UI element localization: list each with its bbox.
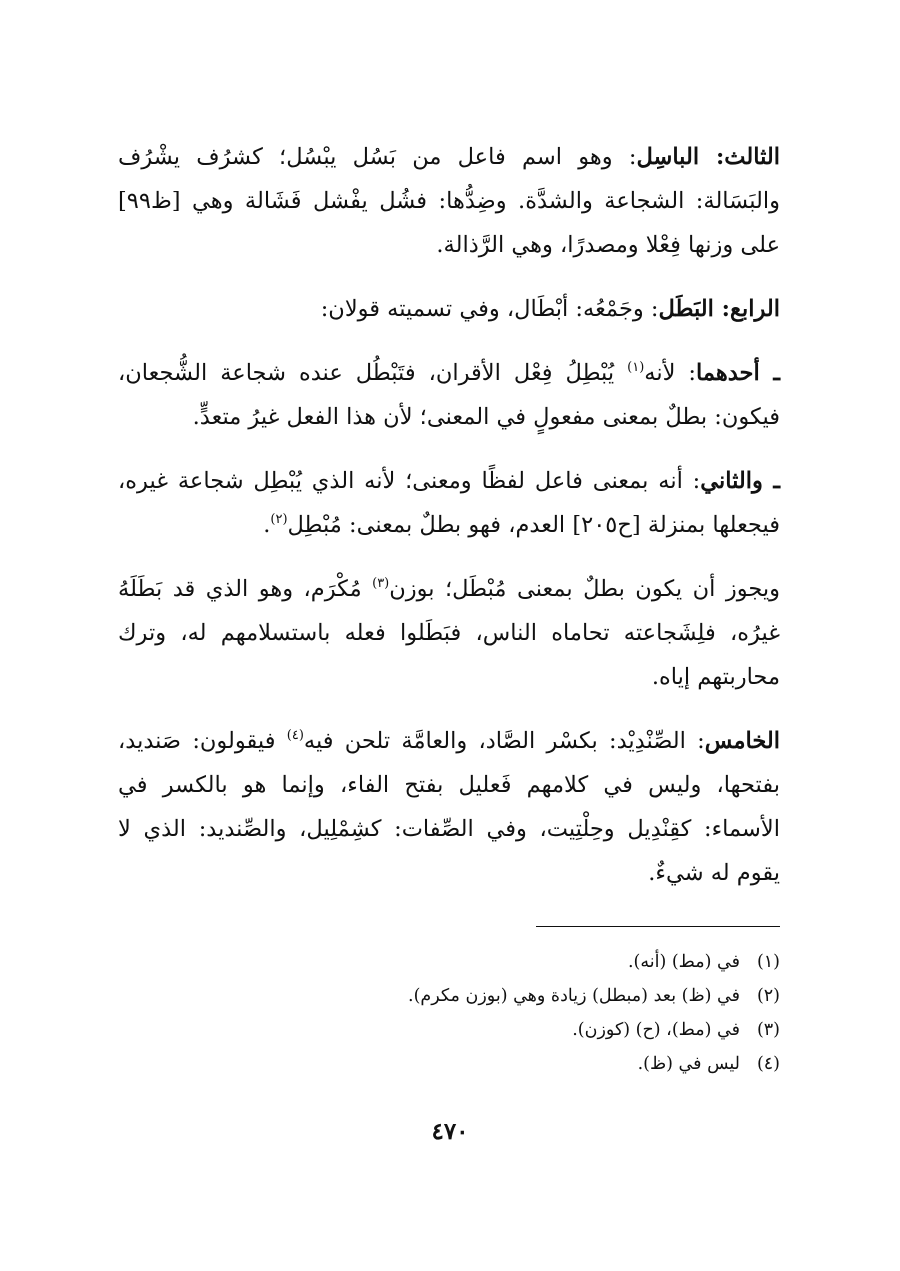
paragraph-first-opinion <box>118 351 780 439</box>
paragraph-text: : الصِّنْدِيْد: بكسْر الصَّاد، والعامَّة تلحن فيه <box>303 728 705 754</box>
footnote <box>118 1047 780 1081</box>
paragraph-text: : وهو اسم فاعل من بَسُل يبْسُل؛ كشرُف يشْرُف والبَسَالة: الشجاعة والشدَّة. وضِدُّها: فشُل يفْشل فَشَالة وهي [ظ٩٩] على وزنها فِعْلا ومصدرًا، وهي الرَّذالة. <box>118 144 780 258</box>
term-heading: الخامس <box>704 728 780 754</box>
paragraph-text: ويجوز أن يكون بطلٌ بمعنى مُبْطَل؛ بوزن <box>389 576 780 602</box>
footnote-ref[interactable]: (٣) <box>372 576 390 591</box>
footnote-number: (١) <box>756 952 780 972</box>
footnote <box>118 979 780 1013</box>
footnote-ref[interactable]: (٢) <box>270 512 288 527</box>
paragraph-text: . <box>263 512 271 538</box>
footnote-ref[interactable]: (٤) <box>286 728 304 743</box>
footnote-separator <box>536 926 780 927</box>
paragraph-basil <box>118 135 780 267</box>
footnote-text: في (مط)، (ح) (كوزن). <box>572 1020 740 1040</box>
footnote-text: في (مط) (أنه). <box>627 952 740 972</box>
footnote-text: في (ظ) بعد (مبطل) زيادة وهي (بوزن مكرم). <box>408 986 740 1006</box>
paragraph-text: يُبْطِلُ فِعْل الأقران، فتَبْطُل عنده شجاعة الشُّجعان، فيكون: بطلٌ بمعنى مفعولٍ في المعنى؛ لأن هذا الفعل غيرُ متعدٍّ. <box>118 360 780 430</box>
paragraph-text: : لأنه <box>644 360 697 386</box>
paragraph-batal <box>118 287 780 331</box>
footnote-number: (٢) <box>756 986 780 1006</box>
footnote-text: ليس في (ظ). <box>637 1054 740 1074</box>
paragraph-text: فيقولون: صَنديد، بفتحها، وليس في كلامهم فَعليل بفتح الفاء، وإنما هو بالكسر في الأسماء: كقِنْدِيل وحِلْتِيت، وفي الصِّفات: كشِمْلِيل، والصِّنديد: الذي لا يقوم له شيءٌ. <box>118 728 780 886</box>
opinion-heading: ـ والثاني <box>700 468 780 494</box>
footnote-number: (٣) <box>756 1020 780 1040</box>
main-text <box>118 135 780 895</box>
footnote <box>118 1013 780 1047</box>
footnote-ref[interactable]: (١) <box>627 360 645 375</box>
paragraph-sindid <box>118 719 780 895</box>
paragraph-second-opinion <box>118 459 780 547</box>
paragraph-mubtal <box>118 567 780 699</box>
opinion-heading: ـ أحدهما <box>696 360 780 386</box>
paragraph-text: : أنه بمعنى فاعل لفظًا ومعنى؛ لأنه الذي يُبْطِل شجاعة غيره، فيجعلها بمنزلة [ح٢٠٥] العدم، فهو بطلٌ بمعنى: مُبْطِل <box>118 468 780 538</box>
paragraph-text: مُكْرَم، وهو الذي قد بَطَلَهُ غيرُه، فلِشَجاعته تحاماه الناس، فبَطَلوا فعله باستسلامهم له، وترك محاربتهم إياه. <box>118 576 780 690</box>
term-heading: الرابع: البَطَل <box>658 296 780 322</box>
footnote-number: (٤) <box>756 1054 780 1074</box>
footnotes <box>118 945 780 1081</box>
footnote <box>118 945 780 979</box>
term-heading: الثالث: الباسِل <box>636 144 781 170</box>
paragraph-text: : وجَمْعُه: أبْطَال، وفي تسميته قولان: <box>320 296 659 322</box>
page-number: ٤٧٠ <box>431 1118 469 1145</box>
